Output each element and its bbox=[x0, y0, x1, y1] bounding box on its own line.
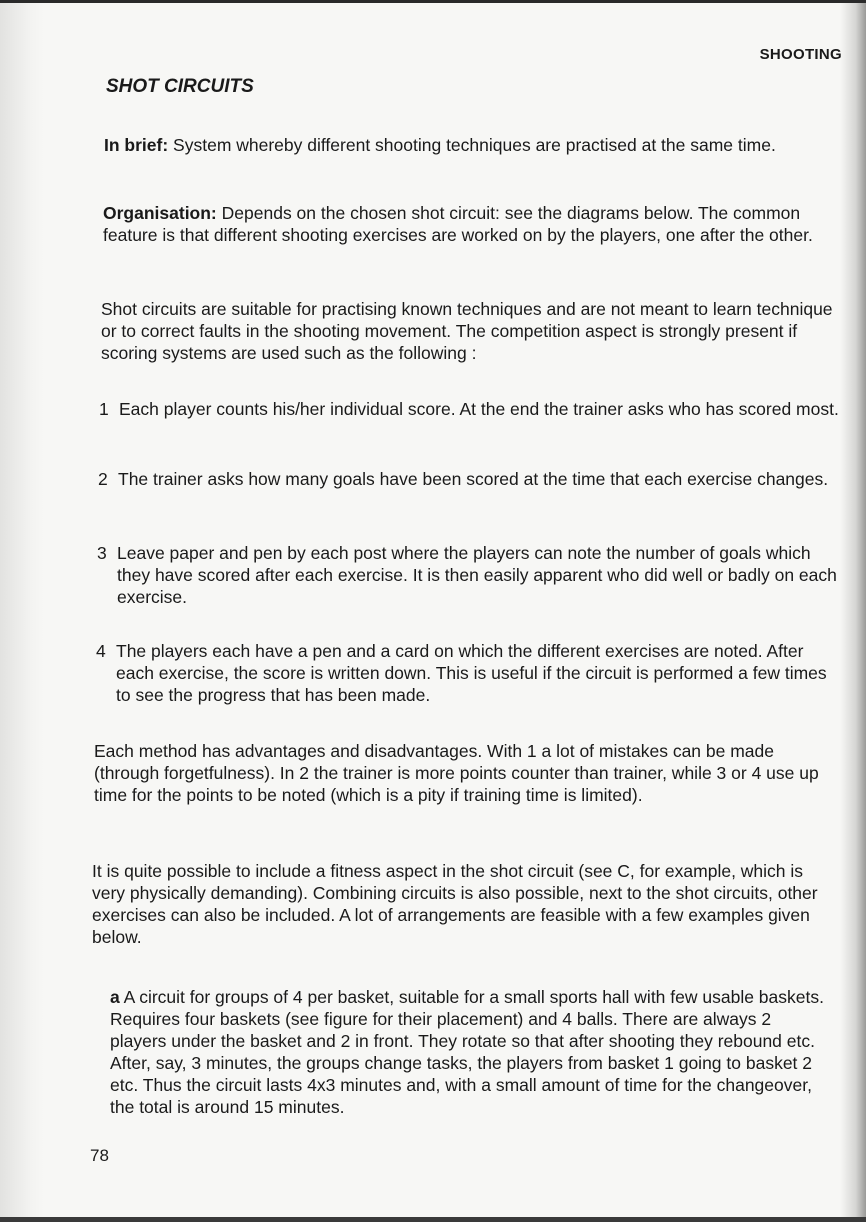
organisation-label: Organisation: bbox=[103, 203, 217, 223]
in-brief-text: System whereby different shooting techniques are practised at the same time. bbox=[173, 135, 776, 155]
scoring-item-1 bbox=[99, 398, 843, 420]
scoring-item-4 bbox=[96, 640, 840, 706]
circuit-a-label: a bbox=[110, 987, 120, 1007]
page-bottom-border bbox=[0, 1217, 866, 1222]
scoring-item-text: The trainer asks how many goals have been scored at the time that each exercise changes. bbox=[118, 469, 829, 489]
page-edge-shadow-right bbox=[840, 0, 866, 1222]
section-title: SHOT CIRCUITS bbox=[106, 76, 254, 97]
organisation-text: Depends on the chosen shot circuit: see the diagrams below. The common feature is that different shooting exercises are worked on by the players, one after the other. bbox=[103, 203, 813, 245]
scoring-item-text: Each player counts his/her individual score. At the end the trainer asks who has scored most. bbox=[119, 399, 839, 419]
scoring-item-2 bbox=[98, 468, 842, 490]
scoring-item-number: 4 bbox=[96, 641, 106, 661]
scoring-item-text: Leave paper and pen by each post where the players can note the number of goals which they have scored after each exercise. It is then easily apparent who did well or badly on each exercise. bbox=[117, 543, 837, 607]
fitness-paragraph: It is quite possible to include a fitness aspect in the shot circuit (see C, for example, which is very physically demanding). Combining circuits is also possible, next to the shot circuits, other exercises can also be included. A lot of arrangements are feasible with a few examples given below. bbox=[92, 861, 818, 947]
running-header: SHOOTING bbox=[759, 46, 842, 63]
scoring-item-3 bbox=[97, 542, 841, 608]
in-brief-label: In brief: bbox=[104, 135, 169, 155]
circuit-a-paragraph bbox=[110, 986, 830, 1118]
scoring-item-text: The players each have a pen and a card on which the different exercises are noted. After each exercise, the score is written down. This is useful if the circuit is performed a few times to see the progress that has been made. bbox=[116, 641, 827, 705]
page-edge-shadow-left bbox=[0, 0, 44, 1222]
page-top-border bbox=[0, 0, 866, 3]
organisation-paragraph bbox=[103, 202, 847, 246]
circuit-a-text: A circuit for groups of 4 per basket, suitable for a small sports hall with few usable baskets. Requires four baskets (see figure for their placement) and 4 balls. There are always 2 players under the basket and 2 in front. They rotate so that after shooting they rebound etc. After, say, 3 minutes, the groups change tasks, the players from basket 1 going to basket 2 etc. Thus the circuit lasts 4x3 minutes and, with a small amount of time for the changeover, the total is around 15 minutes. bbox=[110, 987, 824, 1117]
in-brief-paragraph bbox=[104, 134, 846, 156]
scoring-item-number: 3 bbox=[97, 543, 107, 563]
intro-paragraph: Shot circuits are suitable for practising known techniques and are not meant to learn technique or to correct faults in the shooting movement. The competition aspect is strongly present if scoring systems are used such as the following : bbox=[101, 299, 833, 363]
scoring-item-number: 1 bbox=[99, 399, 109, 419]
scoring-item-number: 2 bbox=[98, 469, 108, 489]
methods-paragraph: Each method has advantages and disadvantages. With 1 a lot of mistakes can be made (through forgetfulness). In 2 the trainer is more points counter than trainer, while 3 or 4 use up time for the points to be noted (which is a pity if training time is limited). bbox=[94, 741, 819, 805]
page-number: 78 bbox=[90, 1146, 109, 1165]
